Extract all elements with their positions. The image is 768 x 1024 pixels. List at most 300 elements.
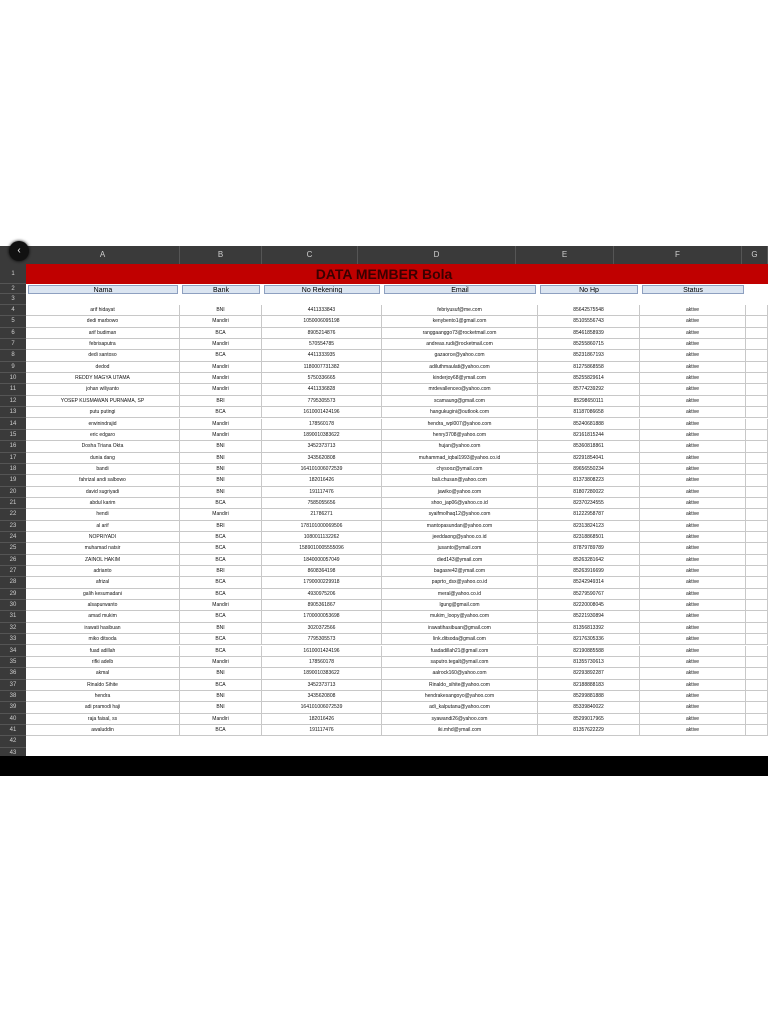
cell-email[interactable]: iki.mhd@ymail.com: [382, 725, 538, 736]
column-header-e[interactable]: E: [516, 246, 614, 264]
cell-bank[interactable]: BNI: [180, 441, 262, 452]
row-header[interactable]: 5: [0, 316, 26, 327]
cell-bank[interactable]: BRI: [180, 521, 262, 532]
cell-nama[interactable]: amad mukim: [26, 611, 180, 622]
cell-nama[interactable]: irawati hasibuan: [26, 623, 180, 634]
cell-bank[interactable]: BNI: [180, 487, 262, 498]
row-header[interactable]: 10: [0, 373, 26, 384]
cell-no-hp[interactable]: 82291854041: [538, 453, 640, 464]
cell-nama[interactable]: Dosha Triana Okta: [26, 441, 180, 452]
row-header[interactable]: 35: [0, 657, 26, 668]
cell-bank[interactable]: BCA: [180, 543, 262, 554]
cell-no-rekening[interactable]: 1610001424196: [262, 646, 382, 657]
cell-no-hp[interactable]: 85255829614: [538, 373, 640, 384]
cell-empty[interactable]: [746, 498, 768, 509]
column-header-c[interactable]: C: [262, 246, 358, 264]
row-header[interactable]: 29: [0, 589, 26, 600]
cell-status[interactable]: aktive: [640, 464, 746, 475]
cell-bank[interactable]: BCA: [180, 532, 262, 543]
cell-status[interactable]: aktive: [640, 316, 746, 327]
cell-bank[interactable]: Mandiri: [180, 430, 262, 441]
cell-status[interactable]: aktive: [640, 634, 746, 645]
cell-status[interactable]: aktive: [640, 646, 746, 657]
cell-email[interactable]: jawiko@yahoo.com: [382, 487, 538, 498]
cell-no-hp[interactable]: 85240681888: [538, 419, 640, 430]
cell-bank[interactable]: BCA: [180, 328, 262, 339]
cell-status[interactable]: aktive: [640, 611, 746, 622]
cell-bank[interactable]: Mandiri: [180, 600, 262, 611]
cell-status[interactable]: aktive: [640, 521, 746, 532]
cell-email[interactable]: lgung@gmail.com: [382, 600, 538, 611]
row-header[interactable]: 4: [0, 305, 26, 316]
cell-nama[interactable]: hendra: [26, 691, 180, 702]
cell-nama[interactable]: adrianto: [26, 566, 180, 577]
cell-email[interactable]: andreas.rudi@rocketmail.com: [382, 339, 538, 350]
cell-nama[interactable]: akmal: [26, 668, 180, 679]
cell-email[interactable]: adiluthmaulati@yahoo.com: [382, 362, 538, 373]
cell-empty[interactable]: [746, 396, 768, 407]
row-header[interactable]: 16: [0, 441, 26, 452]
cell-email[interactable]: ranggaanggo73@rocketmail.com: [382, 328, 538, 339]
cell-no-hp[interactable]: 85263281642: [538, 555, 640, 566]
cell-email[interactable]: shoo_jap06@yahoo.co.id: [382, 498, 538, 509]
cell-empty[interactable]: [746, 316, 768, 327]
cell-empty[interactable]: [746, 407, 768, 418]
cell-no-hp[interactable]: 81355730613: [538, 657, 640, 668]
cell-no-hp[interactable]: 82188888183: [538, 680, 640, 691]
row-header[interactable]: 12: [0, 396, 26, 407]
cell-nama[interactable]: miko ditsoda: [26, 634, 180, 645]
cell-status[interactable]: aktive: [640, 475, 746, 486]
cell-status[interactable]: aktive: [640, 305, 746, 316]
cell-status[interactable]: aktive: [640, 589, 746, 600]
cell-bank[interactable]: BNI: [180, 691, 262, 702]
cell-no-hp[interactable]: 85339840022: [538, 702, 640, 713]
cell-nama[interactable]: raja faisal, ss: [26, 714, 180, 725]
cell-status[interactable]: aktive: [640, 441, 746, 452]
cell-nama[interactable]: muhamad natsir: [26, 543, 180, 554]
cell-empty[interactable]: [746, 691, 768, 702]
cell-email[interactable]: meral@yahoo.co.id: [382, 589, 538, 600]
cell-no-rekening[interactable]: 7795305573: [262, 634, 382, 645]
cell-no-hp[interactable]: 81275868558: [538, 362, 640, 373]
cell-email[interactable]: jeeddaong@yahoo.co.id: [382, 532, 538, 543]
cell-empty[interactable]: [746, 680, 768, 691]
cell-empty[interactable]: [746, 668, 768, 679]
cell-bank[interactable]: BNI: [180, 464, 262, 475]
cell-no-hp[interactable]: 85642575548: [538, 305, 640, 316]
cell-no-hp[interactable]: 85242949314: [538, 577, 640, 588]
cell-nama[interactable]: dunia dang: [26, 453, 180, 464]
cell-no-rekening[interactable]: 178560178: [262, 419, 382, 430]
cell-no-hp[interactable]: 81222958787: [538, 509, 640, 520]
cell-empty[interactable]: [746, 555, 768, 566]
cell-no-hp[interactable]: 82190885588: [538, 646, 640, 657]
cell-no-rekening[interactable]: 1890010383622: [262, 668, 382, 679]
cell-bank[interactable]: BRI: [180, 566, 262, 577]
cell-status[interactable]: aktive: [640, 555, 746, 566]
cell-empty[interactable]: [746, 328, 768, 339]
cell-no-rekening[interactable]: 164101006072539: [262, 464, 382, 475]
cell-no-hp[interactable]: 82176305336: [538, 634, 640, 645]
cell-status[interactable]: aktive: [640, 691, 746, 702]
cell-bank[interactable]: Mandiri: [180, 714, 262, 725]
row-header[interactable]: 34: [0, 646, 26, 657]
cell-nama[interactable]: rifki adelb: [26, 657, 180, 668]
column-header-b[interactable]: B: [180, 246, 262, 264]
cell-no-rekening[interactable]: 4411333843: [262, 305, 382, 316]
row-header[interactable]: 36: [0, 668, 26, 679]
cell-no-rekening[interactable]: 164101006072539: [262, 702, 382, 713]
cell-bank[interactable]: Mandiri: [180, 657, 262, 668]
row-header[interactable]: 8: [0, 350, 26, 361]
cell-no-hp[interactable]: 85231867193: [538, 350, 640, 361]
cell-empty[interactable]: [746, 430, 768, 441]
row-header[interactable]: 25: [0, 543, 26, 554]
cell-empty[interactable]: [746, 453, 768, 464]
cell-nama[interactable]: eric edgaro: [26, 430, 180, 441]
cell-nama[interactable]: abdul karim: [26, 498, 180, 509]
cell-nama[interactable]: johan wiliyanto: [26, 384, 180, 395]
cell-no-rekening[interactable]: 8905214876: [262, 328, 382, 339]
row-header[interactable]: 7: [0, 339, 26, 350]
cell-no-rekening[interactable]: 3020372566: [262, 623, 382, 634]
cell-no-hp[interactable]: 85298650111: [538, 396, 640, 407]
header-status[interactable]: Status: [642, 285, 744, 294]
cell-email[interactable]: chysooz@ymail.com: [382, 464, 538, 475]
cell-no-rekening[interactable]: 21786271: [262, 509, 382, 520]
cell-bank[interactable]: BNI: [180, 623, 262, 634]
cell-no-hp[interactable]: 82318868501: [538, 532, 640, 543]
cell-empty[interactable]: [746, 532, 768, 543]
cell-no-hp[interactable]: 85461858939: [538, 328, 640, 339]
cell-email[interactable]: mantopasundan@yahoo.com: [382, 521, 538, 532]
cell-bank[interactable]: BCA: [180, 577, 262, 588]
cell-empty[interactable]: [746, 384, 768, 395]
cell-nama[interactable]: al arif: [26, 521, 180, 532]
cell-nama[interactable]: galih kesumadani: [26, 589, 180, 600]
cell-nama[interactable]: awaluddin: [26, 725, 180, 736]
cell-no-hp[interactable]: 82313824123: [538, 521, 640, 532]
cell-no-hp[interactable]: 85774239292: [538, 384, 640, 395]
row-header[interactable]: 41: [0, 725, 26, 736]
cell-bank[interactable]: BNI: [180, 668, 262, 679]
row-header[interactable]: 17: [0, 453, 26, 464]
cell-email[interactable]: died143@ymail.com: [382, 555, 538, 566]
cell-empty[interactable]: [746, 475, 768, 486]
cell-bank[interactable]: BCA: [180, 407, 262, 418]
header-no-hp[interactable]: No Hp: [540, 285, 638, 294]
cell-nama[interactable]: david sugriyadi: [26, 487, 180, 498]
cell-no-rekening[interactable]: 570554785: [262, 339, 382, 350]
cell-empty[interactable]: [746, 566, 768, 577]
cell-bank[interactable]: BCA: [180, 725, 262, 736]
cell-empty[interactable]: [746, 441, 768, 452]
cell-no-rekening[interactable]: 8905361867: [262, 600, 382, 611]
cell-empty[interactable]: [746, 725, 768, 736]
chevron-left-icon[interactable]: ‹: [9, 241, 29, 261]
cell-bank[interactable]: BCA: [180, 555, 262, 566]
row-header[interactable]: 26: [0, 555, 26, 566]
cell-no-rekening[interactable]: 1840000057049: [262, 555, 382, 566]
column-header-g[interactable]: G: [742, 246, 768, 264]
cell-no-rekening[interactable]: 178560178: [262, 657, 382, 668]
cell-status[interactable]: aktive: [640, 725, 746, 736]
cell-no-rekening[interactable]: 1610001424196: [262, 407, 382, 418]
cell-no-rekening[interactable]: 1890010383622: [262, 430, 382, 441]
cell-no-hp[interactable]: 81373808223: [538, 475, 640, 486]
cell-status[interactable]: aktive: [640, 668, 746, 679]
cell-bank[interactable]: BRI: [180, 396, 262, 407]
cell-empty[interactable]: [746, 646, 768, 657]
cell-empty[interactable]: [746, 339, 768, 350]
cell-email[interactable]: paprto_dsx@yahoo.co.id: [382, 577, 538, 588]
cell-status[interactable]: aktive: [640, 680, 746, 691]
cell-email[interactable]: irawatihasibuan@gmail.com: [382, 623, 538, 634]
cell-no-hp[interactable]: 81357622229: [538, 725, 640, 736]
cell-bank[interactable]: BCA: [180, 611, 262, 622]
cell-no-rekening[interactable]: 8608364198: [262, 566, 382, 577]
cell-status[interactable]: aktive: [640, 702, 746, 713]
cell-bank[interactable]: BNI: [180, 702, 262, 713]
cell-no-hp[interactable]: 85299017965: [538, 714, 640, 725]
cell-no-hp[interactable]: 85360818861: [538, 441, 640, 452]
cell-nama[interactable]: dedi santoso: [26, 350, 180, 361]
row-header[interactable]: 22: [0, 509, 26, 520]
row-header[interactable]: 9: [0, 362, 26, 373]
cell-email[interactable]: hendra_wpl007@yahoo.com: [382, 419, 538, 430]
cell-nama[interactable]: hendi: [26, 509, 180, 520]
column-header-d[interactable]: D: [358, 246, 516, 264]
cell-no-rekening[interactable]: 1180007731382: [262, 362, 382, 373]
column-header-a[interactable]: A: [26, 246, 180, 264]
cell-no-rekening[interactable]: 191117476: [262, 725, 382, 736]
cell-email[interactable]: hangukugini@outlook.com: [382, 407, 538, 418]
row-header[interactable]: 18: [0, 464, 26, 475]
cell-no-rekening[interactable]: 4930975206: [262, 589, 382, 600]
cell-nama[interactable]: putu putingi: [26, 407, 180, 418]
cell-nama[interactable]: afrizal: [26, 577, 180, 588]
cell-status[interactable]: aktive: [640, 566, 746, 577]
cell-no-hp[interactable]: 87879789789: [538, 543, 640, 554]
title-row[interactable]: [26, 264, 768, 284]
row-header[interactable]: 43: [0, 748, 26, 759]
cell-empty[interactable]: [746, 634, 768, 645]
cell-no-rekening[interactable]: 7585055656: [262, 498, 382, 509]
row-header[interactable]: 37: [0, 680, 26, 691]
row-header[interactable]: 33: [0, 634, 26, 645]
cell-status[interactable]: aktive: [640, 328, 746, 339]
cell-no-rekening[interactable]: 3452373713: [262, 680, 382, 691]
cell-status[interactable]: aktive: [640, 487, 746, 498]
row-header[interactable]: 39: [0, 702, 26, 713]
cell-status[interactable]: aktive: [640, 623, 746, 634]
cell-email[interactable]: scamaung@gmail.com: [382, 396, 538, 407]
header-nama[interactable]: Nama: [28, 285, 178, 294]
row-header[interactable]: 20: [0, 487, 26, 498]
cell-email[interactable]: mukim_loopy@yahoo.com: [382, 611, 538, 622]
cell-empty[interactable]: [746, 487, 768, 498]
cell-status[interactable]: aktive: [640, 396, 746, 407]
cell-bank[interactable]: Mandiri: [180, 384, 262, 395]
cell-bank[interactable]: Mandiri: [180, 316, 262, 327]
cell-email[interactable]: syawandi26@yahoo.com: [382, 714, 538, 725]
cell-status[interactable]: aktive: [640, 657, 746, 668]
cell-no-rekening[interactable]: 3435620808: [262, 453, 382, 464]
cell-no-rekening[interactable]: 4411333935: [262, 350, 382, 361]
cell-no-rekening[interactable]: 4411336828: [262, 384, 382, 395]
cell-email[interactable]: hendrakesangoyo@yahoo.com: [382, 691, 538, 702]
cell-no-rekening[interactable]: 7795305573: [262, 396, 382, 407]
cell-bank[interactable]: BCA: [180, 589, 262, 600]
cell-nama[interactable]: bandi: [26, 464, 180, 475]
cell-empty[interactable]: [746, 305, 768, 316]
cell-bank[interactable]: BNI: [180, 453, 262, 464]
cell-nama[interactable]: REDDY MAGYA UTAMA: [26, 373, 180, 384]
header-email[interactable]: Email: [384, 285, 536, 294]
cell-status[interactable]: aktive: [640, 543, 746, 554]
cell-empty[interactable]: [746, 543, 768, 554]
row-header[interactable]: 6: [0, 328, 26, 339]
row-header[interactable]: 1: [0, 264, 26, 284]
cell-no-rekening[interactable]: 1790000229918: [262, 577, 382, 588]
cell-status[interactable]: aktive: [640, 419, 746, 430]
cell-email[interactable]: kinderjoy68@ymail.com: [382, 373, 538, 384]
row-header[interactable]: 13: [0, 407, 26, 418]
cell-no-hp[interactable]: 82370234555: [538, 498, 640, 509]
cell-empty[interactable]: [746, 657, 768, 668]
cell-email[interactable]: kenybento1@gmail.com: [382, 316, 538, 327]
cell-email[interactable]: adi_kalputanu@yahoo.com: [382, 702, 538, 713]
cell-bank[interactable]: Mandiri: [180, 419, 262, 430]
cell-no-hp[interactable]: 85105556743: [538, 316, 640, 327]
row-header[interactable]: 28: [0, 577, 26, 588]
cell-email[interactable]: syaifmolhaq12@yahoo.com: [382, 509, 538, 520]
cell-status[interactable]: aktive: [640, 384, 746, 395]
cell-email[interactable]: bali.chusan@yahoo.com: [382, 475, 538, 486]
cell-no-rekening[interactable]: 182016426: [262, 714, 382, 725]
cell-status[interactable]: aktive: [640, 577, 746, 588]
cell-no-rekening[interactable]: 3435620808: [262, 691, 382, 702]
cell-empty[interactable]: [746, 702, 768, 713]
cell-empty[interactable]: [746, 589, 768, 600]
row-header[interactable]: 27: [0, 566, 26, 577]
cell-empty[interactable]: [746, 600, 768, 611]
cell-nama[interactable]: dedi marbowo: [26, 316, 180, 327]
row-header[interactable]: 32: [0, 623, 26, 634]
cell-status[interactable]: aktive: [640, 453, 746, 464]
cell-status[interactable]: aktive: [640, 714, 746, 725]
cell-empty[interactable]: [746, 373, 768, 384]
cell-status[interactable]: aktive: [640, 532, 746, 543]
cell-grid[interactable]: [26, 264, 768, 756]
cell-empty[interactable]: [746, 509, 768, 520]
cell-empty[interactable]: [746, 362, 768, 373]
cell-bank[interactable]: Mandiri: [180, 362, 262, 373]
cell-status[interactable]: aktive: [640, 373, 746, 384]
cell-bank[interactable]: BCA: [180, 634, 262, 645]
cell-empty[interactable]: [746, 714, 768, 725]
cell-no-rekening[interactable]: 178101000069506: [262, 521, 382, 532]
cell-no-rekening[interactable]: 5750336665: [262, 373, 382, 384]
row-header[interactable]: 2: [0, 284, 26, 294]
cell-bank[interactable]: Mandiri: [180, 373, 262, 384]
cell-bank[interactable]: Mandiri: [180, 509, 262, 520]
cell-no-hp[interactable]: 81356813392: [538, 623, 640, 634]
row-header[interactable]: 42: [0, 736, 26, 747]
cell-status[interactable]: aktive: [640, 498, 746, 509]
cell-no-hp[interactable]: 85299881888: [538, 691, 640, 702]
cell-nama[interactable]: erwinindrajid: [26, 419, 180, 430]
cell-no-rekening[interactable]: 182016426: [262, 475, 382, 486]
cell-nama[interactable]: YOSEP KUSMAWAN PURNAMA, SP: [26, 396, 180, 407]
cell-no-hp[interactable]: 82220008045: [538, 600, 640, 611]
cell-status[interactable]: aktive: [640, 339, 746, 350]
cell-nama[interactable]: NOPRIYADI: [26, 532, 180, 543]
cell-no-hp[interactable]: 81807280022: [538, 487, 640, 498]
cell-no-rekening[interactable]: 3452373713: [262, 441, 382, 452]
cell-email[interactable]: henry3708@yahoo.com: [382, 430, 538, 441]
cell-no-rekening[interactable]: 1700000053698: [262, 611, 382, 622]
cell-status[interactable]: aktive: [640, 350, 746, 361]
cell-empty[interactable]: [746, 623, 768, 634]
cell-no-hp[interactable]: 82293892287: [538, 668, 640, 679]
cell-empty[interactable]: [746, 419, 768, 430]
row-header[interactable]: 21: [0, 498, 26, 509]
cell-status[interactable]: aktive: [640, 430, 746, 441]
cell-no-hp[interactable]: 82161815244: [538, 430, 640, 441]
cell-email[interactable]: fuadadillah21@gmail.com: [382, 646, 538, 657]
cell-status[interactable]: aktive: [640, 407, 746, 418]
cell-no-rekening[interactable]: 1050006095198: [262, 316, 382, 327]
cell-email[interactable]: bagasre42@ymail.com: [382, 566, 538, 577]
cell-email[interactable]: Rinaldo_sihite@yahoo.com: [382, 680, 538, 691]
cell-email[interactable]: saputro.tegalt@ymail.com: [382, 657, 538, 668]
cell-email[interactable]: muhammad_iqbal1993@yahoo.co.id: [382, 453, 538, 464]
cell-nama[interactable]: febrisaputra: [26, 339, 180, 350]
cell-bank[interactable]: BNI: [180, 305, 262, 316]
cell-no-hp[interactable]: 89656550234: [538, 464, 640, 475]
row-header[interactable]: 19: [0, 475, 26, 486]
cell-email[interactable]: febriyusuf@me.com: [382, 305, 538, 316]
cell-no-hp[interactable]: 81187086658: [538, 407, 640, 418]
cell-empty[interactable]: [746, 521, 768, 532]
header-bank[interactable]: Bank: [182, 285, 260, 294]
row-header[interactable]: 24: [0, 532, 26, 543]
cell-bank[interactable]: BCA: [180, 680, 262, 691]
cell-nama[interactable]: fuad adillah: [26, 646, 180, 657]
cell-email[interactable]: hujan@yahoo.com: [382, 441, 538, 452]
row-header[interactable]: 40: [0, 714, 26, 725]
cell-bank[interactable]: BCA: [180, 498, 262, 509]
cell-nama[interactable]: fahrizal andi salbowo: [26, 475, 180, 486]
cell-empty[interactable]: [746, 464, 768, 475]
row-header[interactable]: 30: [0, 600, 26, 611]
cell-nama[interactable]: ZAINOL HAKIM: [26, 555, 180, 566]
row-header[interactable]: 14: [0, 419, 26, 430]
cell-email[interactable]: link.ditsoda@gmail.com: [382, 634, 538, 645]
cell-email[interactable]: gazaorce@yahoo.com: [382, 350, 538, 361]
cell-no-hp[interactable]: 85279590767: [538, 589, 640, 600]
cell-nama[interactable]: Rinaldo Sihite: [26, 680, 180, 691]
cell-email[interactable]: aalrock160@yahoo.com: [382, 668, 538, 679]
cell-no-rekening[interactable]: 1589010005555096: [262, 543, 382, 554]
cell-nama[interactable]: dedod: [26, 362, 180, 373]
row-header[interactable]: 3: [0, 294, 26, 305]
cell-nama[interactable]: adi pramodi haji: [26, 702, 180, 713]
header-no-rekening[interactable]: No Rekening: [264, 285, 380, 294]
column-header-f[interactable]: F: [614, 246, 742, 264]
